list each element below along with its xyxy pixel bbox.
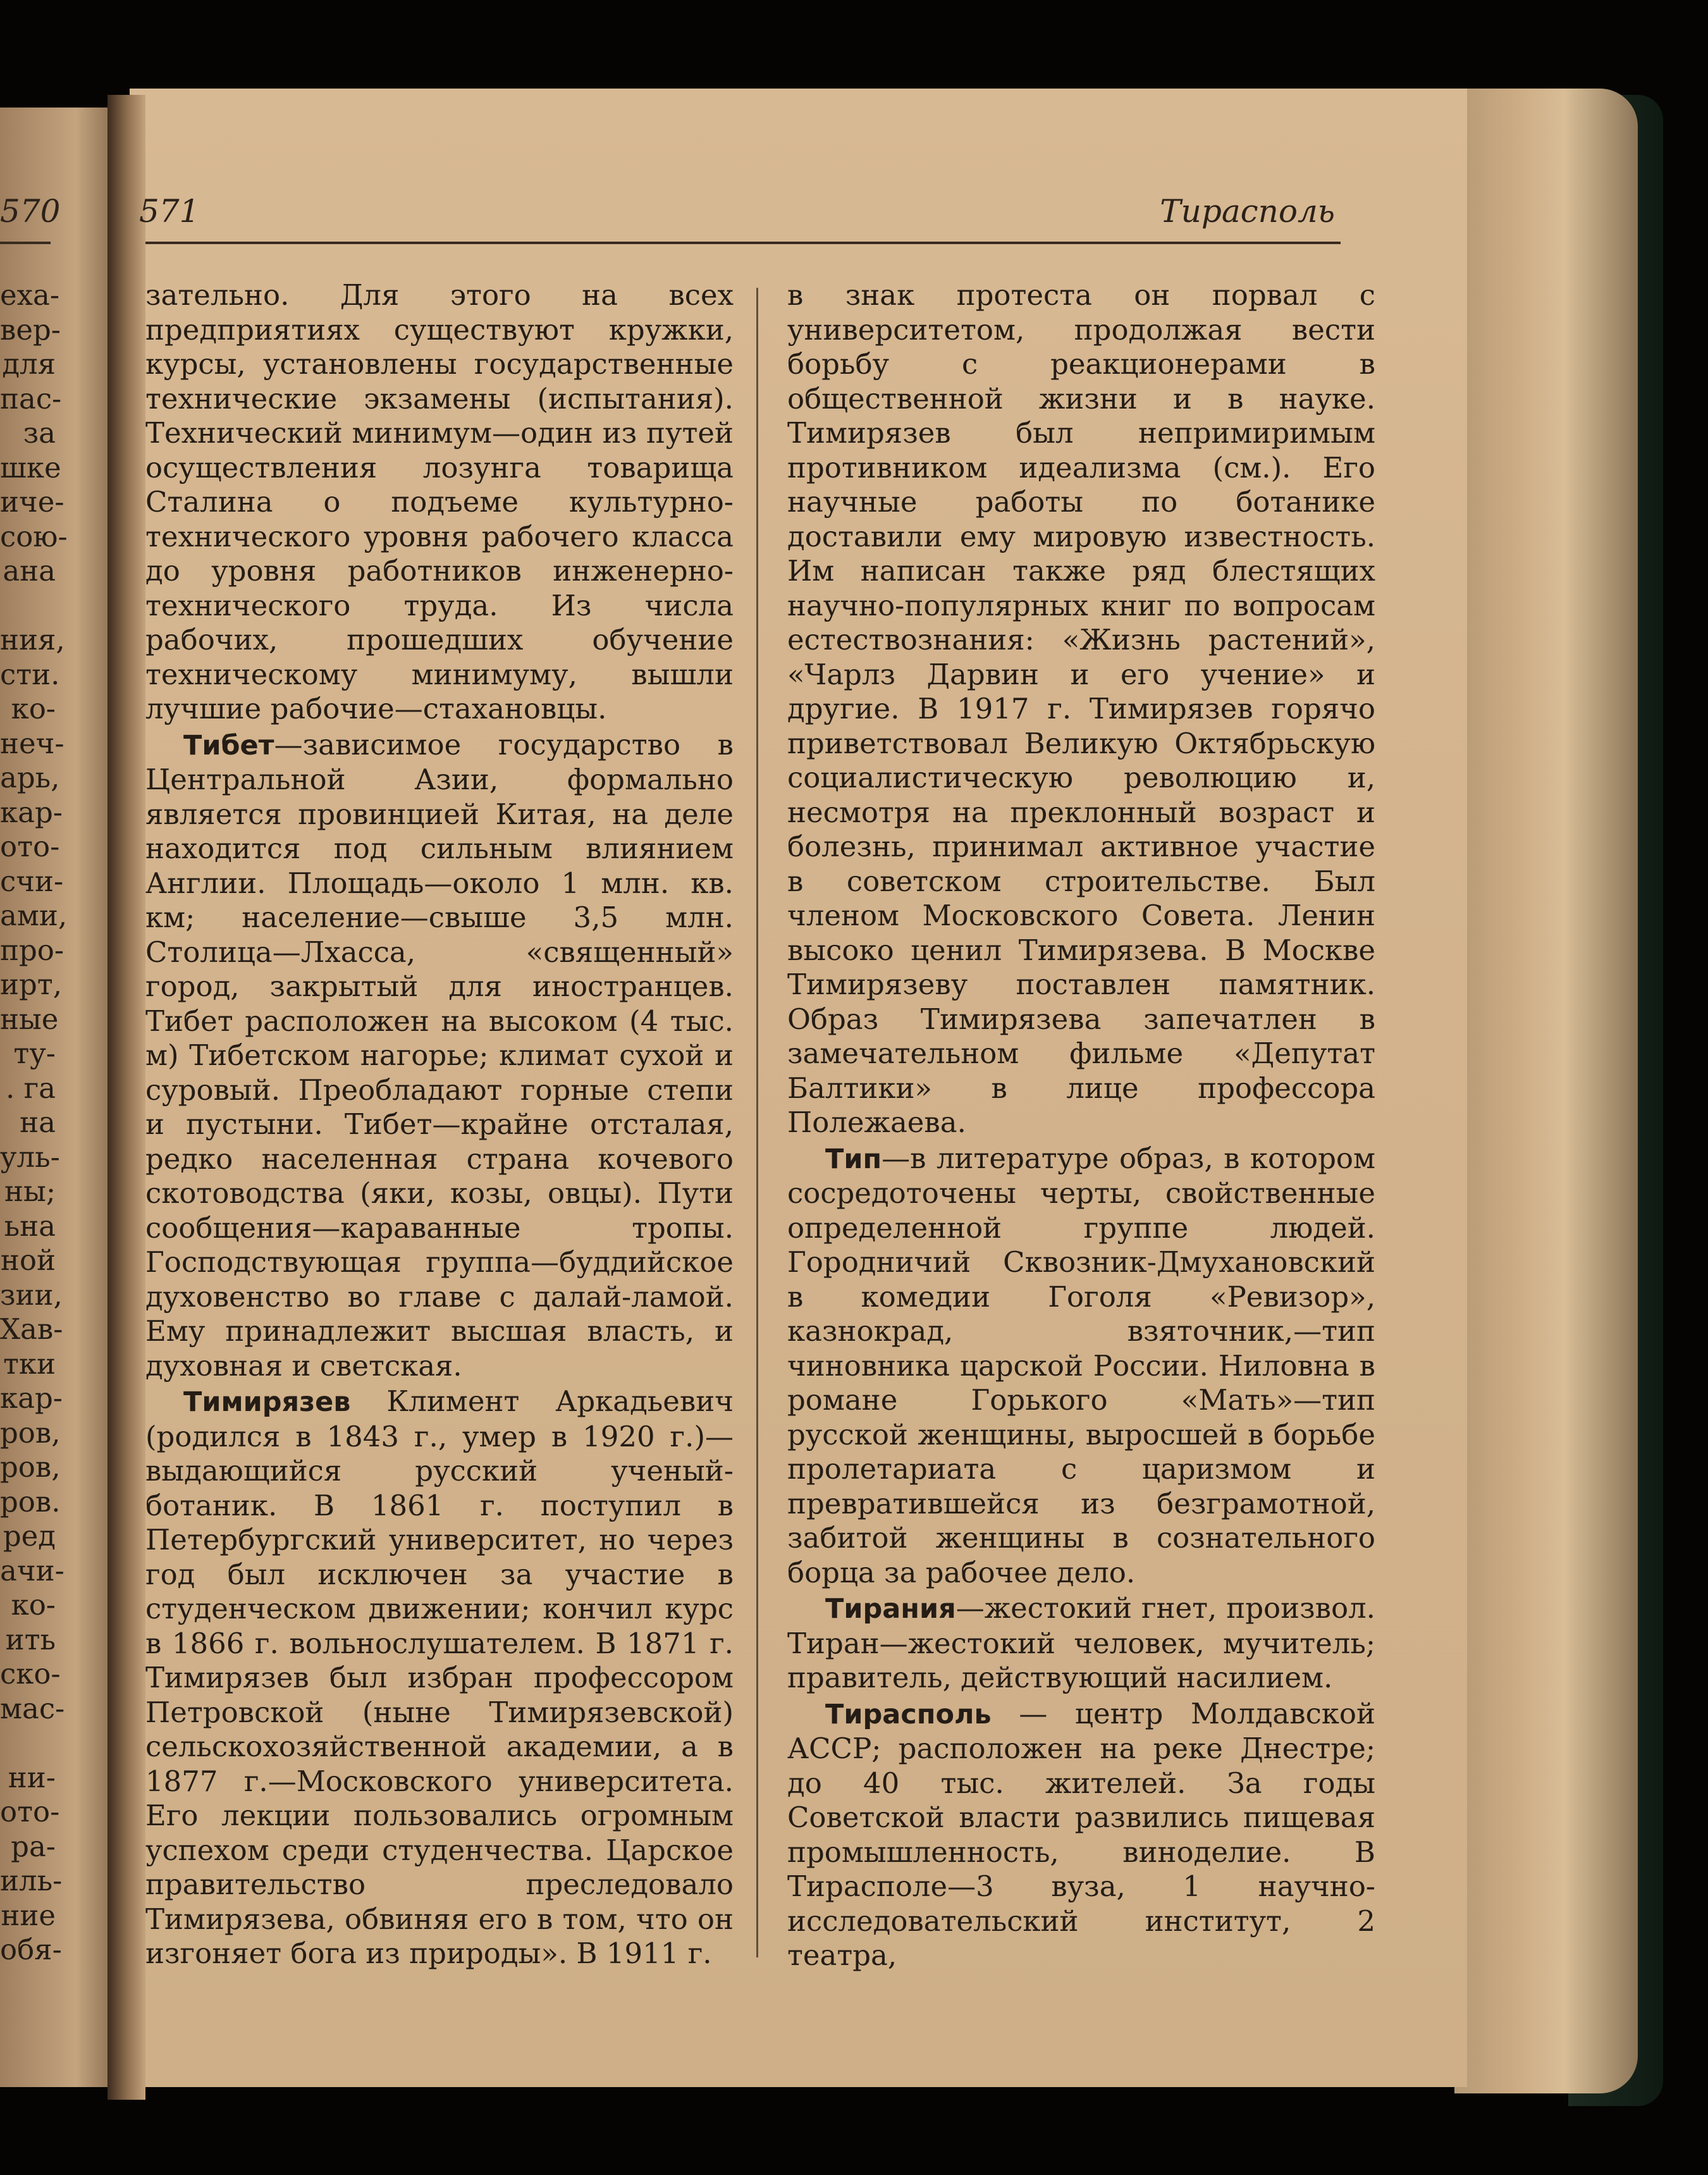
left-fragment-line: арь, [0, 761, 60, 794]
book-page-edges [1454, 89, 1638, 2093]
text-column-left [145, 278, 734, 1971]
column-divider [756, 288, 758, 1957]
paragraph-technical-minimum: зательно. Для этого на всех предприятиях существуют кружки, курсы, установлены государственные технические экзамены (испытания). Технический минимум—один из путей осуществления лозунга товарища Сталина о подъеме культурно-технического уровня рабочего класса до уровня работников инженерно-технического труда. Из числа рабочих, прошедших обучение техническому минимуму, вышли лучшие рабочие—стахановцы. [145, 278, 734, 725]
left-fragment-line: тки [3, 1346, 56, 1381]
entry-tip [787, 1142, 1375, 1591]
left-fragment-line: про- [0, 933, 65, 967]
entry-tibet [145, 728, 734, 1384]
left-fragment-line: ред [3, 1519, 56, 1553]
headword-tibet: Тибет [183, 729, 274, 761]
left-fragment-line: ров. [0, 1484, 61, 1519]
headword-tiraspol: Тирасполь [825, 1698, 992, 1730]
paragraph-timiryazev-continued: в знак протеста он порвал с университетом, продолжая вести борьбу с реакционерами в общественной жизни и в науке. Тимирязев был непримиримым противником идеализма (см.). Его научные работы по ботанике доставили ему мировую известность. Им написан также ряд блестящих научно-популярных книг по вопросам естествознания: «Жизнь растений», «Чарлз Дарвин и его учение» и другие. В 1917 г. Тимирязев горячо приветствовал Великую Октябрьскую социалистическую революцию и, несмотря на преклонный возраст и болезнь, принимал активное участие в советском строительстве. Был членом Московского Совета. Ленин высоко ценил Тимирязева. В Москве Тимирязеву поставлен памятник. Образ Тимирязева запечатлен в замечательном фильме «Депутат Балтики» в лице профессора Полежаева. [787, 278, 1375, 1139]
headword-tip: Тип [825, 1143, 882, 1175]
left-fragment-line: вер- [0, 312, 61, 347]
left-fragment-line: кар- [0, 1381, 63, 1415]
left-fragment-line: ирт, [0, 968, 62, 1001]
left-fragment-line: иль- [0, 1864, 63, 1897]
headword-tirania: Тирания [825, 1593, 956, 1625]
entry-tiraspol [787, 1697, 1375, 1973]
left-fragment-line: ото- [0, 830, 60, 863]
left-fragment-line: . га [5, 1071, 56, 1105]
left-fragment-line: шке [0, 450, 61, 484]
left-fragment-line: ров, [0, 1415, 61, 1450]
left-fragment-line: еха- [0, 278, 60, 312]
left-fragment-line: Хав- [0, 1312, 63, 1346]
left-fragment-line: ния, [0, 623, 65, 656]
left-fragment-line: кар- [0, 795, 63, 829]
left-fragment-line: ана [3, 554, 56, 588]
left-fragment-line: счи- [0, 864, 64, 898]
left-fragment-line: для [2, 347, 56, 381]
entry-tirania [787, 1591, 1375, 1696]
left-fragment-line: ьна [4, 1209, 56, 1243]
left-fragment-line: неч- [0, 726, 65, 760]
entry-tibet-text: —зависимое государство в Центральной Азии, формально является провинцией Китая, на деле находится под сильным влиянием Англии. Площадь—около 1 млн. кв. км; население—свыше 3,5 млн. Столица—Лхасса, «священный» город, закрытый для иностранцев. Тибет расположен на высоком (4 тыс. м) Тибетском нагорье; климат сухой и суровый. Преобладают горные степи и пустыни. Тибет—крайне отсталая, редко населенная страна кочевого скотоводства (яки, козы, овцы). Пути сообщения—караванные тропы. Господствующая группа—буддийское духовенство во главе с далай-ламой. Ему принадлежит высшая власть, и духовная и светская. [145, 727, 734, 1383]
entry-timiryazev-text: Климент Аркадьевич (родился в 1843 г., умер в 1920 г.)—выдающийся русский ученый-ботаник. В 1861 г. поступил в Петербургский университет, но через год был исключен за участие в студенческом движении; кончил курс в 1866 г. вольнослушателем. В 1871 г. Тимирязев был избран профессором Петровской (ныне Тимирязевской) сельскохозяйственной академии, а в 1877 г.—Московского университета. Его лекции пользовались огромным успехом среди студенчества. Царское правительство преследовало Тимирязева, обвиняя его в том, что он изгоняет бога из природы». В 1911 г. [145, 1384, 734, 1970]
left-fragment-line: ото- [0, 1795, 60, 1828]
left-fragment-line: ные [0, 1002, 59, 1036]
entry-tip-text: —в литературе образ, в котором сосредоточены черты, свойственные определенной группе людей. Городничий Сквозник-Дмухановский в комедии Гоголя «Ревизор», казнокрад, взяточник,—тип чиновника царской России. Ниловна в романе Горького «Мать»—тип русской женщины, выросшей в борьбе пролетариата с царизмом и превратившейся из безграмотной, забитой женщины в сознательного борца за рабочее дело. [787, 1141, 1375, 1589]
left-header-rule [0, 242, 51, 244]
left-fragment-line: пас- [0, 381, 62, 416]
left-fragment-line: мас- [0, 1691, 65, 1725]
left-fragment-line: обя- [0, 1933, 62, 1966]
book-gutter [108, 95, 145, 2100]
left-fragment-line: ко- [11, 692, 56, 725]
headword-timiryazev: Тимирязев [183, 1386, 351, 1418]
left-fragment-line [0, 589, 56, 624]
left-fragment-line: на [20, 1106, 56, 1139]
left-fragment-line: ачи- [0, 1553, 65, 1587]
running-title: Тирасполь [1160, 193, 1335, 230]
left-fragment-line: ту- [13, 1037, 56, 1070]
text-column-right [787, 278, 1375, 1973]
left-page-number: 570 [0, 193, 61, 230]
left-fragment-line: сою- [0, 519, 68, 553]
left-fragment-line: ить [5, 1622, 56, 1656]
left-fragment-line: ной [0, 1243, 56, 1277]
left-fragment-line: уль- [0, 1140, 60, 1174]
left-fragment-line: сти. [0, 657, 60, 691]
left-fragment-line: ско- [0, 1657, 61, 1691]
entry-timiryazev [145, 1384, 734, 1971]
left-fragment-line: иче- [0, 485, 65, 519]
left-fragment-line [0, 1726, 56, 1761]
left-fragment-line: ами, [0, 899, 68, 932]
left-fragment-line: ние [1, 1898, 56, 1932]
header-rule [145, 242, 1341, 244]
left-page-text-fragments [0, 278, 68, 1968]
left-fragment-line: за [23, 416, 56, 450]
left-fragment-line: ни- [8, 1760, 56, 1794]
entry-tiraspol-text: — центр Молдавской АССР; расположен на реке Днестре; до 40 тыс. жителей. За годы Советской власти развились пищевая промышленность, виноделие. В Тирасполе—3 вуза, 1 научно-исследовательский институт, 2 театра, [787, 1696, 1375, 1972]
left-fragment-line: зии, [0, 1278, 63, 1312]
left-fragment-line: ров, [0, 1450, 61, 1484]
left-fragment-line: ны; [4, 1174, 56, 1208]
page-number: 571 [139, 193, 200, 230]
left-fragment-line: ра- [11, 1829, 56, 1863]
left-fragment-line: ко- [11, 1588, 56, 1622]
entry-tirania-text: —жестокий гнет, произвол. Тиран—жестокий человек, мучитель; правитель, действующий насилием. [787, 1591, 1375, 1694]
